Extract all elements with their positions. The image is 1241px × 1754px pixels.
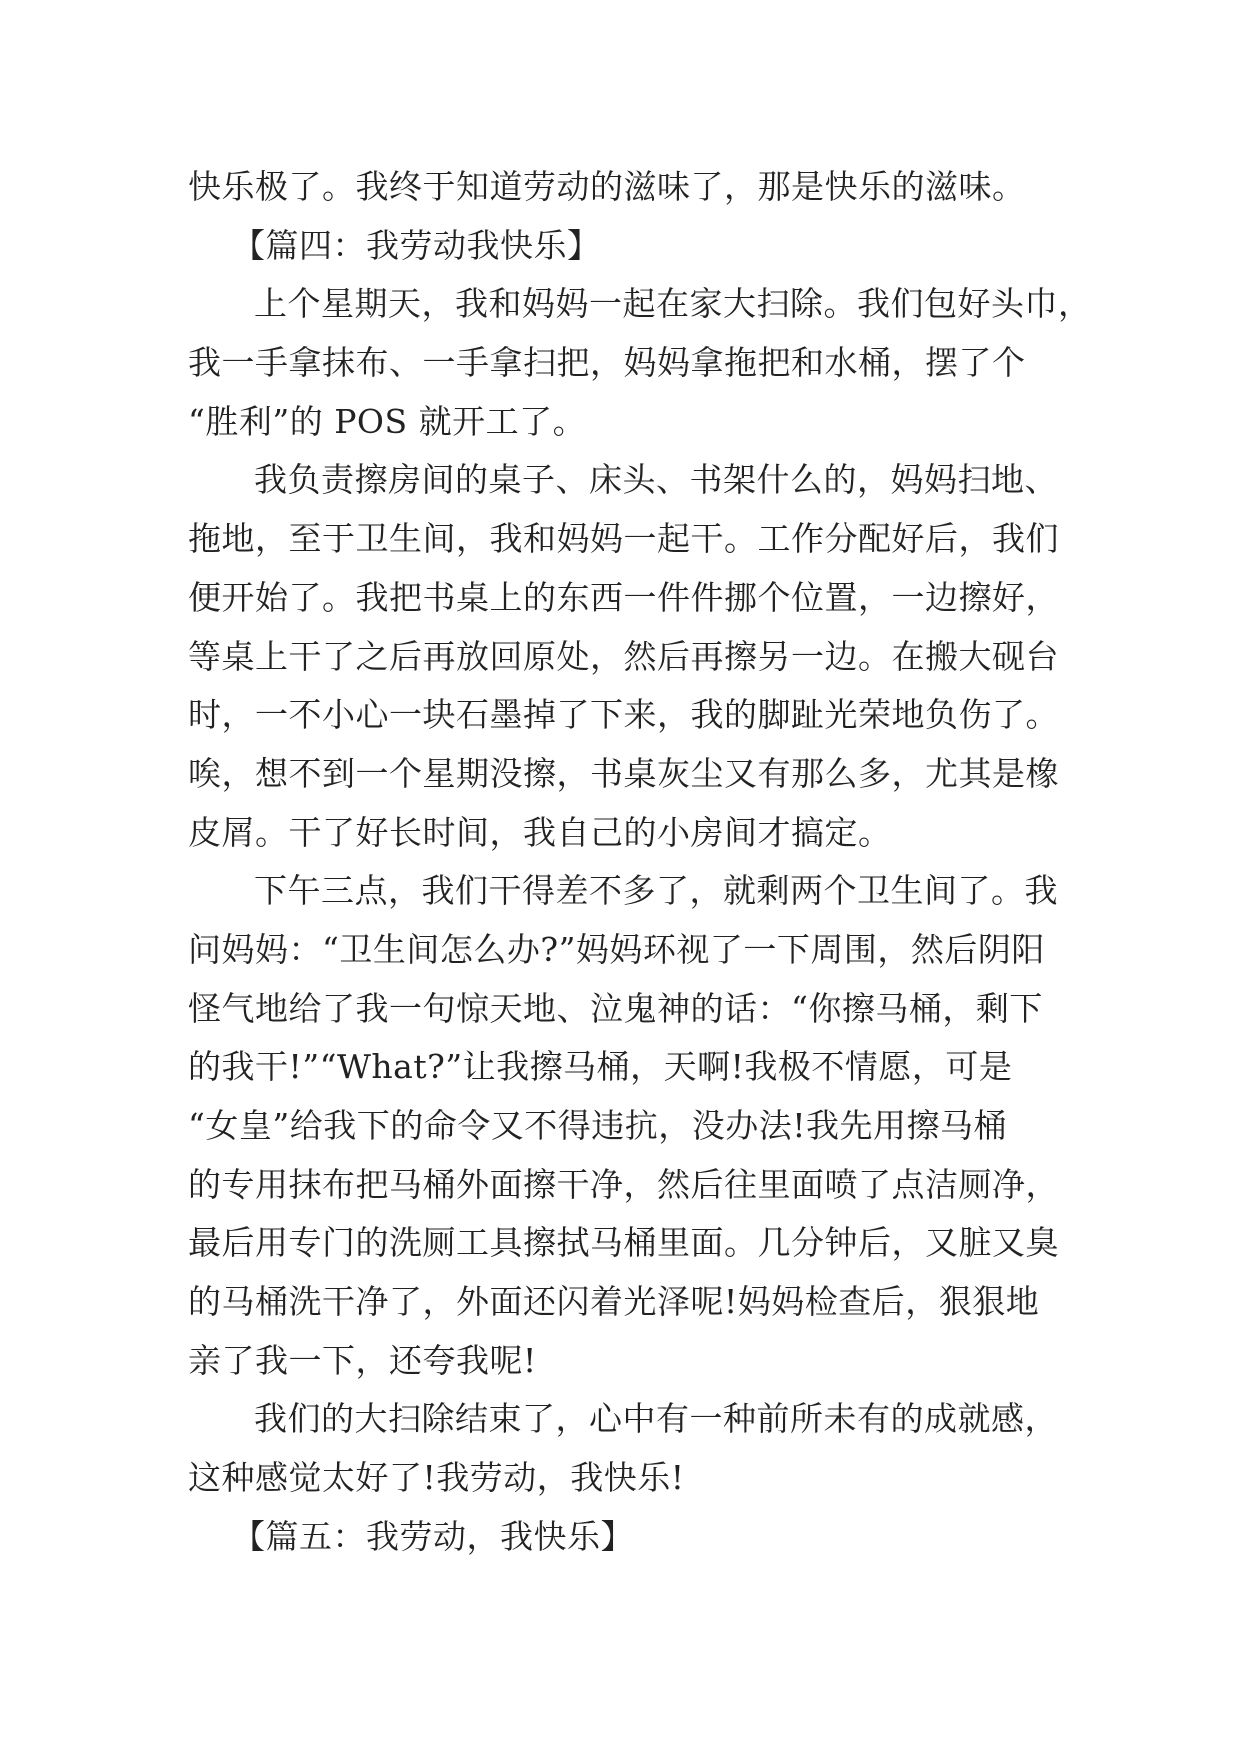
paragraph-line: 怪气地给了我一句惊天地、泣鬼神的话：“你擦马桶，剩下 [188,988,1043,1028]
paragraph-line: 我们的大扫除结束了，心中有一种前所未有的成就感， [254,1399,1058,1439]
paragraph-line: 等桌上干了之后再放回原处，然后再擦另一边。在搬大砚台 [188,636,1059,676]
paragraph-line: 时，一不小心一块石墨掉了下来，我的脚趾光荣地负伤了。 [188,695,1059,735]
paragraph-line: “女皇”给我下的命令又不得违抗，没办法!我先用擦马桶 [188,1106,1008,1145]
paragraph-line: 便开始了。我把书桌上的东西一件件挪个位置，一边擦好， [188,577,1059,617]
paragraph-line: 最后用专门的洗厕工具擦拭马桶里面。几分钟后，又脏又臭 [188,1223,1059,1263]
paragraph-line: 我负责擦房间的桌子、床头、书架什么的，妈妈扫地、 [254,460,1058,500]
paragraph-line: “胜利”的 POS 就开工了。 [188,401,587,441]
paragraph-line: 上个星期天，我和妈妈一起在家大扫除。我们包好头巾， [254,284,1092,324]
paragraph-line: 快乐极了。我终于知道劳动的滋味了，那是快乐的滋味。 [188,167,1026,206]
section-heading: 【篇四：我劳动我快乐】 [232,225,601,265]
paragraph-line: 的马桶洗干净了，外面还闪着光泽呢!妈妈检查后，狠狠地 [188,1282,1040,1322]
paragraph-line: 拖地，至于卫生间，我和妈妈一起干。工作分配好后，我们 [188,519,1059,559]
essay-text [188,158,1092,1567]
paragraph-line: 亲了我一下，还夸我呢! [188,1340,537,1380]
section-heading: 【篇五：我劳动，我快乐】 [232,1516,634,1556]
paragraph-line: 的专用抹布把马桶外面擦干净，然后往里面喷了点洁厕净， [188,1164,1059,1204]
paragraph-line: 问妈妈：“卫生间怎么办?”妈妈环视了一下周围，然后阴阳 [188,929,1045,969]
paragraph-line: 这种感觉太好了!我劳动，我快乐! [188,1458,685,1498]
paragraph-line: 皮屑。干了好长时间，我自己的小房间才搞定。 [188,812,892,852]
paragraph-line: 的我干!”“What?”让我擦马桶，天啊!我极不情愿，可是 [188,1047,1013,1087]
paragraph-line: 下午三点，我们干得差不多了，就剩两个卫生间了。我 [254,871,1058,911]
paragraph-line: 唉，想不到一个星期没擦，书桌灰尘又有那么多，尤其是橡 [188,753,1059,793]
paragraph-line: 我一手拿抹布、一手拿扫把，妈妈拿拖把和水桶，摆了个 [188,343,1026,383]
